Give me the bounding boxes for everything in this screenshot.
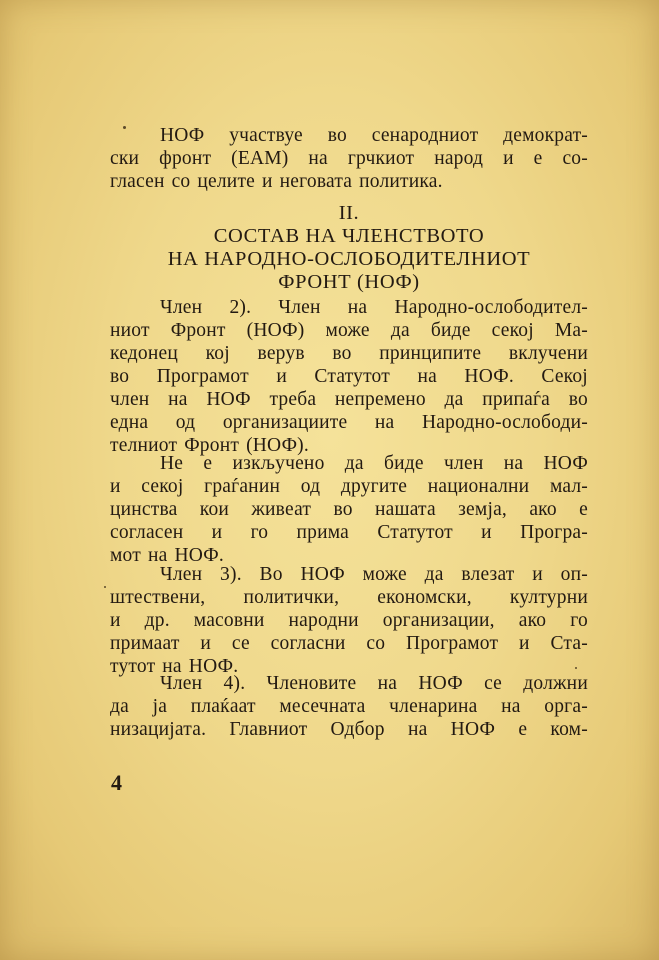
- text-line: Не е изкључено да биде член на НОФ: [160, 453, 588, 474]
- text-line: гласен со целите и неговата политика.: [110, 171, 443, 192]
- text-line: низацијата. Главниот Одбор на НОФ е ком-: [110, 719, 588, 740]
- paper-speck: [575, 667, 577, 669]
- section-title-line-1: СОСТАВ НА ЧЛЕНСТВОТО: [213, 225, 485, 247]
- article-2-continuation: [110, 452, 588, 567]
- section-title-line-3: ФРОНТ (НОФ): [278, 271, 420, 293]
- paragraph-intro: [110, 124, 588, 193]
- text-line: мот на НОФ.: [110, 545, 224, 566]
- text-line: ниот Фронт (НОФ) може да биде секој Ма-: [110, 320, 588, 341]
- text-line: согласен и го прима Статутот и Програ-: [110, 522, 588, 543]
- text-line: Член 3). Во НОФ може да влезат и оп-: [160, 564, 588, 585]
- text-line: Член 4). Членовите на НОФ се должни: [160, 673, 588, 694]
- text-line: телниот Фронт (НОФ).: [110, 435, 309, 456]
- section-heading: [110, 202, 588, 294]
- text-line: тутот на НОФ.: [110, 656, 239, 677]
- paper-speck: [104, 586, 106, 588]
- text-line: и секој граѓанин од другите национални мал-: [110, 476, 588, 497]
- text-line: член на НОФ треба непремено да припаѓа во: [110, 389, 588, 410]
- page-number: 4: [111, 770, 122, 795]
- article-3: [110, 563, 588, 678]
- article-2: [110, 296, 588, 457]
- text-line: Член 2). Член на Народно-ослободител-: [160, 297, 588, 318]
- text-line: да ја плаќаат месечната членарина на орга-: [110, 696, 588, 717]
- text-line: ски фронт (ЕАМ) на грчкиот народ и е со-: [110, 148, 588, 169]
- article-4: [110, 672, 588, 741]
- text-line: во Програмот и Статутот на НОФ. Секој: [110, 366, 588, 387]
- paper-speck: [123, 126, 126, 129]
- text-line: примаат и се согласни со Програмот и Ста-: [110, 633, 588, 654]
- text-line: цинства кои живеат во нашата земја, ако е: [110, 499, 588, 520]
- text-line: кедонец кој верув во принципите вклучени: [110, 343, 588, 364]
- text-line: и др. масовни народни организации, ако го: [110, 610, 588, 631]
- text-line: штествени, политички, економски, културни: [110, 587, 588, 608]
- section-number: II.: [338, 202, 360, 224]
- section-title-line-2: НА НАРОДНО-ОСЛОБОДИТЕЛНИОТ: [167, 248, 531, 270]
- text-line: една од организациите на Народно-ослободи-: [110, 412, 588, 433]
- text-line: НОФ участвуе во сенародниот демократ-: [160, 125, 588, 146]
